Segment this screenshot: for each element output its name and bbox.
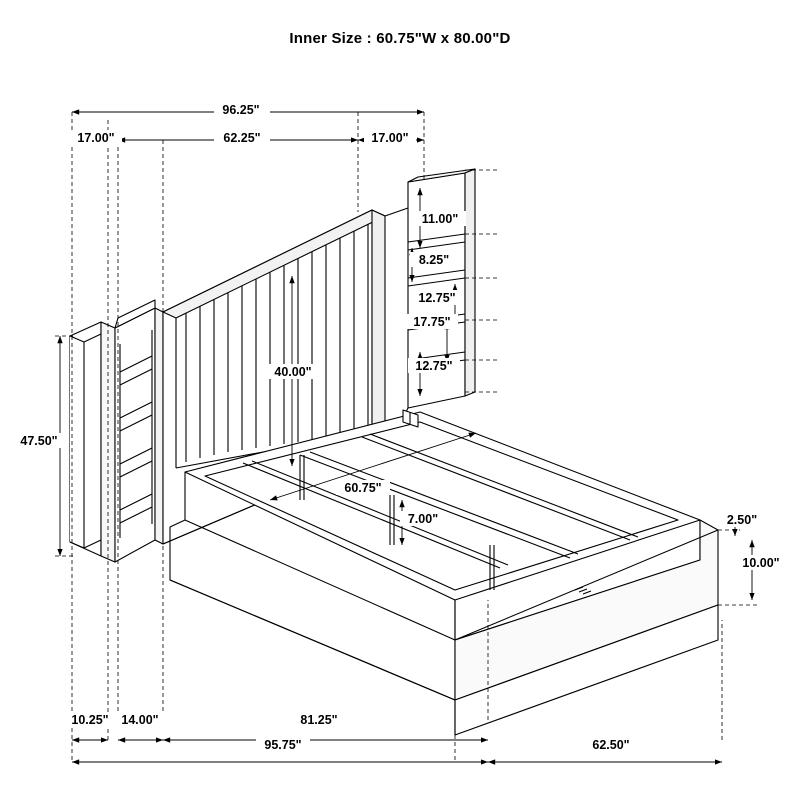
label-shelf-4: 17.75" [413, 315, 451, 329]
label-left-depth-b: 14.00" [121, 713, 159, 727]
label-right-panel-top: 17.00" [371, 131, 409, 145]
label-total-height: 47.50" [20, 434, 58, 448]
label-shelf-3: 12.75" [418, 291, 456, 305]
label-left-depth-a: 10.25" [71, 713, 109, 727]
label-inner-width: 60.75" [344, 481, 382, 495]
label-shelf-5: 12.75" [415, 359, 453, 373]
label-frame-height: 10.00" [742, 556, 780, 570]
label-left-panel-top: 17.00" [77, 131, 115, 145]
label-headboard-height: 40.00" [274, 365, 312, 379]
left-shelf-unit [115, 308, 163, 562]
label-bed-depth: 62.50" [592, 738, 630, 752]
label-rail-thickness: 2.50" [726, 513, 758, 527]
label-mattress-length: 81.25" [300, 713, 338, 727]
bed-geometry [70, 169, 718, 735]
page-title: Inner Size : 60.75"W x 80.00"D [289, 30, 511, 47]
label-overall-width-top: 96.25" [222, 103, 260, 117]
label-overall-length: 95.75" [264, 738, 302, 752]
label-slat-height: 7.00" [407, 512, 439, 526]
bed-platform-frame [170, 410, 718, 735]
label-shelf-2: 8.25" [418, 253, 450, 267]
label-headboard-width: 62.25" [223, 131, 261, 145]
label-shelf-1: 11.00" [421, 212, 459, 226]
